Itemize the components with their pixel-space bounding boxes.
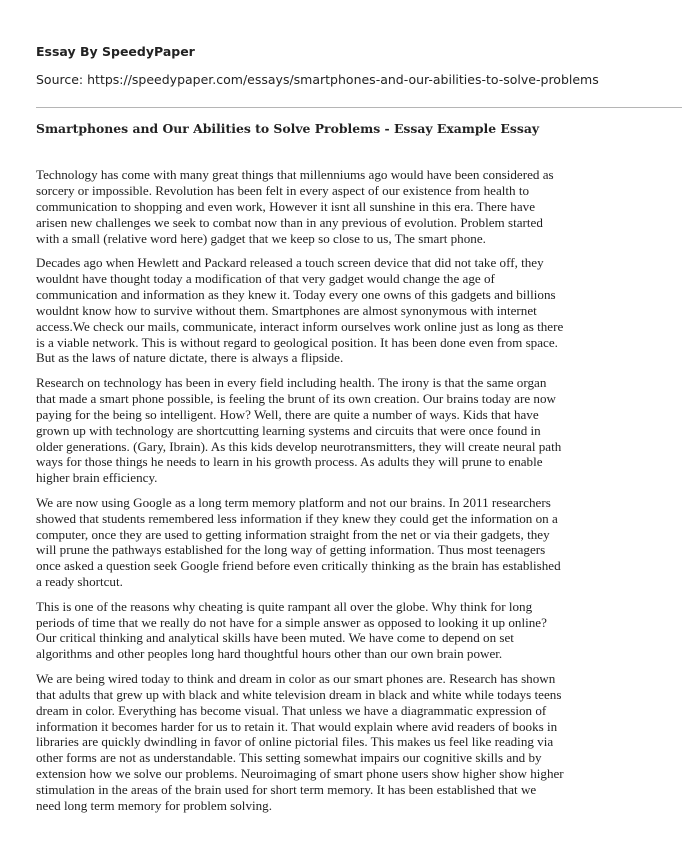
header-divider — [36, 107, 682, 108]
publisher-heading: Essay By SpeedyPaper — [36, 44, 195, 59]
essay-body — [36, 167, 696, 822]
essay-title: Smartphones and Our Abilities to Solve Problems - Essay Example Essay — [36, 121, 540, 136]
paragraph: Technology has come with many great things that millenniums ago would have been considered as sorcery or impossible. Revolution has been felt in every aspect of our existence from health to communication to shopping and even work, However it isnt all sunshine in this era. There have arisen new challenges we seek to combat now than in any previous of evolution. Problem started with a small (relative word here) gadget that we keep so close to us, The smart phone. — [36, 167, 554, 246]
paragraph: Research on technology has been in every field including health. The irony is that the same organ that made a smart phone possible, is feeling the brunt of its own creation. Our brains today are now paying for the being so intelligent. How? Well, there are quite a number of ways. Kids that have grown up with technology are shortcutting learning systems and circuits that were once found in older generations. (Gary, Ibrain). As this kids develop neurotransmitters, they will create neural path ways for those things he needs to learn in his growth process. As adults they will prune to enable higher brain efficiency. — [36, 374, 562, 486]
paragraph: Decades ago when Hewlett and Packard released a touch screen device that did not take off, they wouldnt have thought today a modification of that very gadget would change the age of communication and information as they knew it. Today every one owns of this gadgets and billions wouldnt know how to survive without them. Smartphones are almost synonymous with internet access.We check our mails, communicate, interact inform ourselves work online just as long as there is a viable network. This is without regard to geological position. It has been done even from space. But as the laws of nature dictate, there is always a flipside. — [36, 255, 564, 366]
source-line: Source: https://speedypaper.com/essays/smartphones-and-our-abilities-to-solve-problems — [36, 72, 599, 87]
paragraph: This is one of the reasons why cheating is quite rampant all over the globe. Why think for long periods of time that we really do not have for a simple answer as opposed to looking it up online? Our critical thinking and analytical skills have been muted. We have come to depend on set algorithms and other peoples long hard thoughtful hours other than our own brain power. — [36, 598, 547, 662]
paragraph: We are being wired today to think and dream in color as our smart phones are. Research has shown that adults that grew up with black and white television dream in black and white while todays teens dream in color. Everything has become visual. That unless we have a diagrammatic expression of information it becomes harder for us to retain it. That would explain where avid readers of books in libraries are quickly dwindling in favor of online pictorial files. This makes us feel like reading via other forms are not as understandable. This setting somewhat impairs our cognitive skills and by extension how we solve our problems. Neuroimaging of smart phone users show higher show higher stimulation in the areas of the brain used for short term memory. It has been established that we need long term memory for problem solving. — [36, 670, 564, 814]
paragraph: We are now using Google as a long term memory platform and not our brains. In 2011 researchers showed that students remembered less information if they knew they could get the information on a computer, once they are used to getting information straight from the net or via their gadgets, they will prune the pathways established for the long way of getting information. Thus most teenagers once asked a question seek Google friend before even critically thinking as the brain has established a ready shortcut. — [36, 494, 561, 590]
